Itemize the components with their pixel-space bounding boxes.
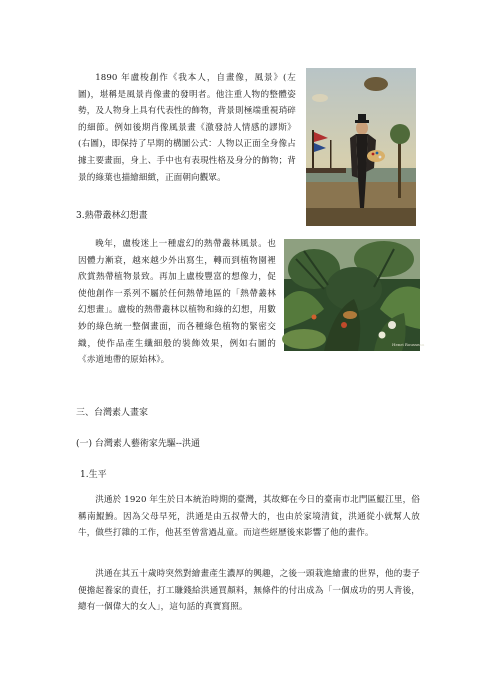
self-portrait-landscape-painting: [306, 68, 416, 226]
biography-heading: 1.生平: [80, 470, 107, 480]
taiwan-folk-painters-heading: 三、台灣素人畫家: [76, 408, 149, 418]
rousseau-portrait-paragraph: 1890 年盧梭創作《我本人，自畫像，風景》(左圖)，堪稱是風景肖像畫的發明者。他注重人物的整體姿勢，及人物身上具有代表性的飾物，背景則極端重視琑碎的細節。例如後期肖像風景畫《激發詩人情感的謬斯》(右圖)，即保持了早期的構圖公式：人物以正面全身像占據主要畫面，身上、手中也有表現性格及身分的飾物；背景的綠葉也描繪細緻，正面朝向觀眾。: [78, 73, 296, 183]
tropical-jungle-heading: 3.熱帶叢林幻想畫: [76, 211, 148, 221]
hong-tong-subheading: (一) 台灣素人藝術家先驅--洪通: [76, 439, 200, 449]
painting-signature: Henri Rousseau: [392, 342, 425, 347]
tropical-jungle-painting: [284, 239, 425, 351]
hong-tong-biography-paragraph-1: 洪通於 1920 年生於日本統治時期的臺灣，其故鄉在今日的臺南市北門區鯤江里，俗稱南鯤鯓。因為父母早死，洪通是由五叔帶大的，也由於家境清貧，洪通從小就幫人放牛，做些打雜的工作，他甚至曾當過乩童。而這些經歷後來影響了他的畫作。: [78, 495, 420, 539]
tropical-jungle-paragraph: 晚年，盧梭迷上一種虛幻的熱帶叢林風景。也因體力漸衰，越來越少外出寫生，轉而到植物園裡欣賞熱帶植物景致。再加上盧梭豐富的想像力，促使他創作一系列不屬於任何熱帶地區的「熱帶叢林幻想畫」。盧梭的熱帶叢林以植物和綠的幻想，用數妙的綠色統一整個畫面，而各種綠色植物的緊密交織，使作品產生纖細般的裝飾效果，例如右圖的《赤道地帶的原始林》。: [78, 239, 276, 366]
hong-tong-biography-paragraph-2: 洪通在其五十歲時突然對繪畫產生濃厚的興趣，之後一頭栽進繪畫的世界，他的妻子便擔起養家的責任，打工賺錢給洪通買顏料，無條件的付出成為「一個成功的男人背後，總有一個偉大的女人」，這句話的真實寫照。: [78, 569, 420, 613]
